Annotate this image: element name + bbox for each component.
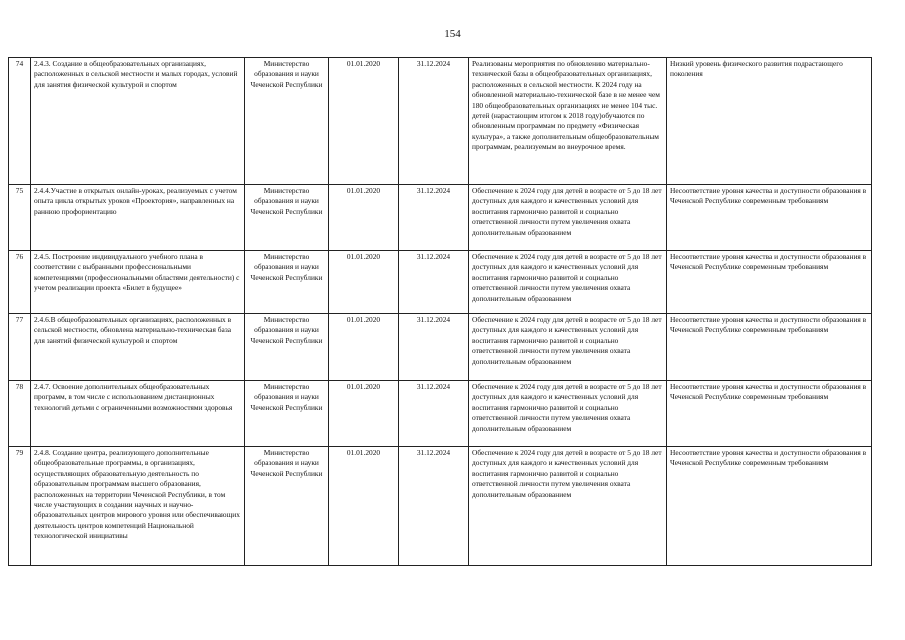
consequence-cell: Несоответствие уровня качества и доступности образования в Чеченской Республике современным требованиям — [667, 185, 872, 251]
executor-cell: Министерство образования и науки Чеченской Республики — [245, 251, 329, 314]
start-date-cell: 01.01.2020 — [329, 447, 399, 566]
executor-cell: Министерство образования и науки Чеченской Республики — [245, 185, 329, 251]
table-row — [9, 447, 872, 566]
end-date-cell: 31.12.2024 — [399, 251, 469, 314]
row-number: 79 — [9, 447, 31, 566]
result-cell: Обеспечение к 2024 году для детей в возрасте от 5 до 18 лет доступных для каждого и качественных условий для воспитания гармонично развитой и социально ответственной личности путем увеличения охвата дополнительным образованием — [469, 447, 667, 566]
measure-cell: 2.4.4.Участие в открытых онлайн-уроках, реализуемых с учетом опыта цикла открытых уроков «Проектория», направленных на раннюю профориентацию — [31, 185, 245, 251]
executor-cell: Министерство образования и науки Чеченской Республики — [245, 58, 329, 185]
executor-cell: Министерство образования и науки Чеченской Республики — [245, 381, 329, 447]
table-row — [9, 314, 872, 381]
measure-cell: 2.4.3. Создание в общеобразовательных организациях, расположенных в сельской местности и малых городах, условий для занятия физической культурой и спортом — [31, 58, 245, 185]
measure-cell: 2.4.6.В общеобразовательных организациях, расположенных в сельской местности, обновлена материально-техническая база для занятий физической культурой и спортом — [31, 314, 245, 381]
measure-cell: 2.4.7. Освоение дополнительных общеобразовательных программ, в том числе с использованием дистанционных технологий детьми с ограниченными возможностями здоровья — [31, 381, 245, 447]
row-number: 78 — [9, 381, 31, 447]
table-row — [9, 251, 872, 314]
consequence-cell: Несоответствие уровня качества и доступности образования в Чеченской Республике современным требованиям — [667, 251, 872, 314]
start-date-cell: 01.01.2020 — [329, 251, 399, 314]
page-number: 154 — [444, 28, 461, 40]
table-row — [9, 185, 872, 251]
start-date-cell: 01.01.2020 — [329, 185, 399, 251]
result-cell: Обеспечение к 2024 году для детей в возрасте от 5 до 18 лет доступных для каждого и качественных условий для воспитания гармонично развитой и социально ответственной личности путем увеличения охвата дополнительным образованием — [469, 185, 667, 251]
result-cell: Обеспечение к 2024 году для детей в возрасте от 5 до 18 лет доступных для каждого и качественных условий для воспитания гармонично развитой и социально ответственной личности путем увеличения охвата дополнительным образованием — [469, 251, 667, 314]
measure-cell: 2.4.5. Построение индивидуального учебного плана в соответствии с выбранными профессиональными компетенциями (профессиональными областями деятельности) с учетом реализации проекта «Билет в будущее» — [31, 251, 245, 314]
end-date-cell: 31.12.2024 — [399, 58, 469, 185]
start-date-cell: 01.01.2020 — [329, 58, 399, 185]
consequence-cell: Несоответствие уровня качества и доступности образования в Чеченской Республике современным требованиям — [667, 447, 872, 566]
row-number: 77 — [9, 314, 31, 381]
measures-table — [8, 57, 872, 566]
table-row — [9, 381, 872, 447]
result-cell: Обеспечение к 2024 году для детей в возрасте от 5 до 18 лет доступных для каждого и качественных условий для воспитания гармонично развитой и социально ответственной личности путем увеличения охвата дополнительным образованием — [469, 314, 667, 381]
result-cell: Реализованы мероприятия по обновлению материально-технической базы в общеобразовательных организациях, расположенных в сельской местности. К 2024 году на обновленной материально-технической базе в не менее чем 180 общеобразовательных организациях не менее 104 тыс. детей (нарастающим итогом к 2018 году)обучаются по обновленным программам по предмету «Физическая культура», а также дополнительным общеобразовательным программам, реализуемым во внеурочное время. — [469, 58, 667, 185]
row-number: 76 — [9, 251, 31, 314]
end-date-cell: 31.12.2024 — [399, 447, 469, 566]
end-date-cell: 31.12.2024 — [399, 185, 469, 251]
measure-cell: 2.4.8. Создание центра, реализующего дополнительные общеобразовательные программы, в организациях, осуществляющих образовательную деятельность по образовательным программам высшего образования, расположенных на территории Чеченской Республики, в том числе участвующих в создании научных и научно-образовательных центров мирового уровня или обеспечивающих деятельность центров компетенций Национальной технологической инициативы — [31, 447, 245, 566]
consequence-cell: Несоответствие уровня качества и доступности образования в Чеченской Республике современным требованиям — [667, 314, 872, 381]
row-number: 75 — [9, 185, 31, 251]
executor-cell: Министерство образования и науки Чеченской Республики — [245, 314, 329, 381]
row-number: 74 — [9, 58, 31, 185]
executor-cell: Министерство образования и науки Чеченской Республики — [245, 447, 329, 566]
consequence-cell: Несоответствие уровня качества и доступности образования в Чеченской Республике современным требованиям — [667, 381, 872, 447]
start-date-cell: 01.01.2020 — [329, 314, 399, 381]
table-row — [9, 58, 872, 185]
consequence-cell: Низкий уровень физического развития подрастающего поколения — [667, 58, 872, 185]
end-date-cell: 31.12.2024 — [399, 314, 469, 381]
start-date-cell: 01.01.2020 — [329, 381, 399, 447]
result-cell: Обеспечение к 2024 году для детей в возрасте от 5 до 18 лет доступных для каждого и качественных условий для воспитания гармонично развитой и социально ответственной личности путем увеличения охвата дополнительным образованием — [469, 381, 667, 447]
end-date-cell: 31.12.2024 — [399, 381, 469, 447]
